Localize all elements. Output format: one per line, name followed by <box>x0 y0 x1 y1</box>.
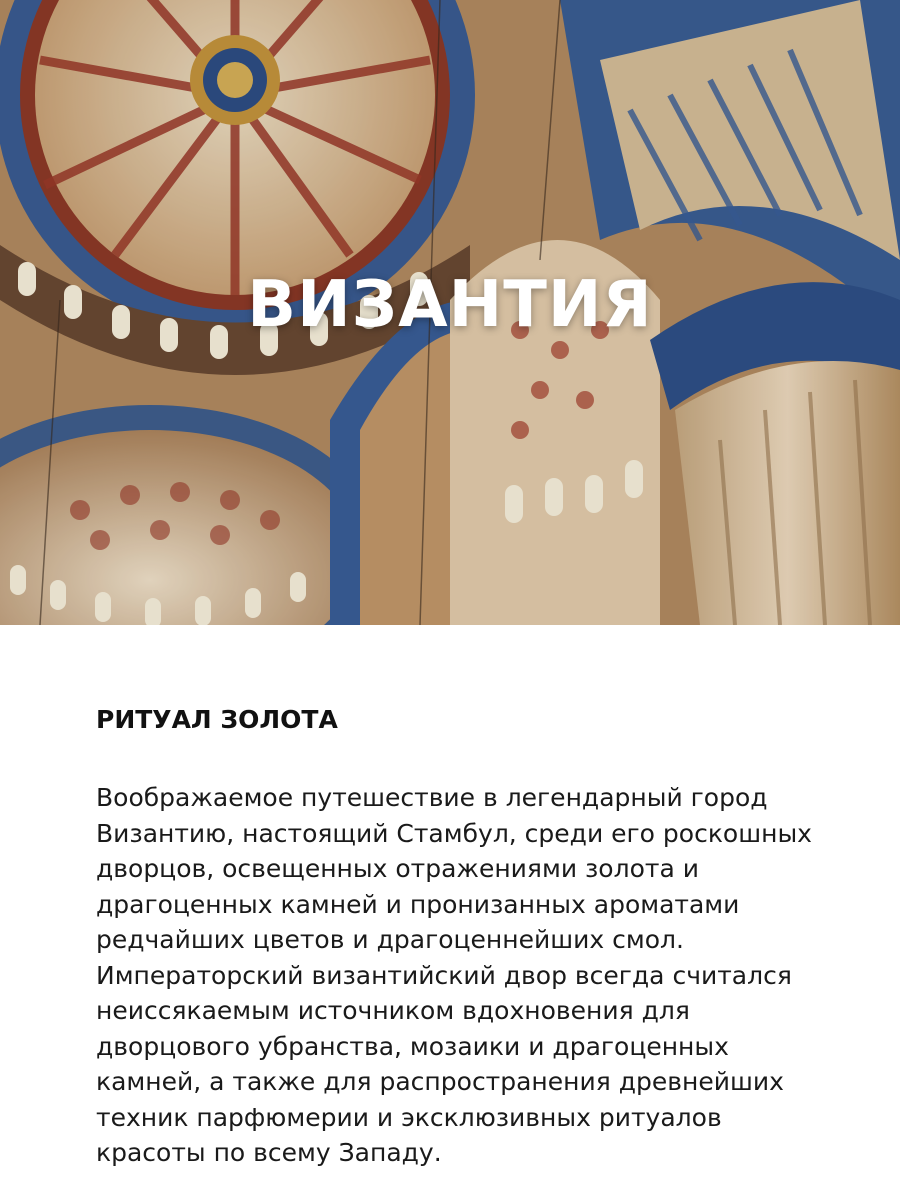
hero-title: ВИЗАНТИЯ <box>247 268 653 342</box>
section-heading: РИТУАЛ ЗОЛОТА <box>96 705 338 734</box>
article-section <box>96 705 816 1171</box>
section-paragraph: Воображаемое путешествие в легендарный город Византию, настоящий Стамбул, среди его роскошных дворцов, освещенных отражениями золота и драгоценных камней и пронизанных ароматами редчайших цветов и драгоценнейших смол. Императорский византийский двор всегда считался неиссякаемым источником вдохновения для дворцового убранства, мозаики и драгоценных камней, а также для распространения древнейших техник парфюмерии и эксклюзивных ритуалов красоты по всему Западу. <box>96 783 812 1167</box>
